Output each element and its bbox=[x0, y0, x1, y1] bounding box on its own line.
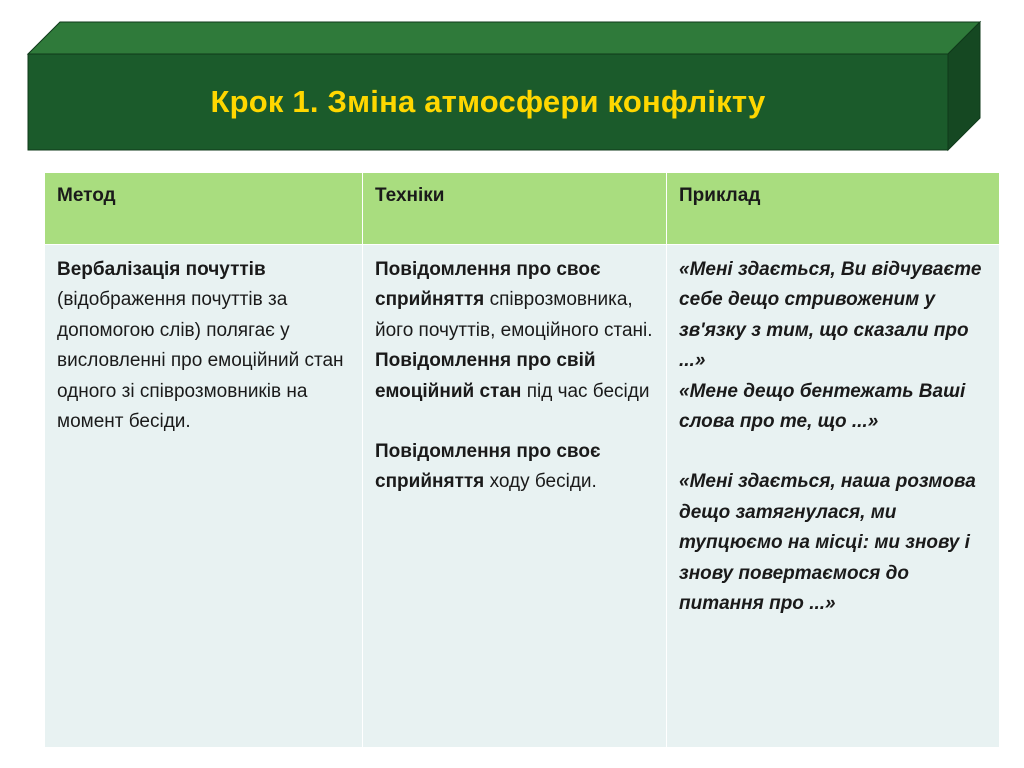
header-techniques: Техніки bbox=[363, 173, 667, 245]
header-method: Метод bbox=[45, 173, 363, 245]
table-header-row bbox=[45, 173, 1000, 245]
technique-text: співрозмовника, його почуттів, емоційного стані. bbox=[375, 289, 653, 341]
conflict-method-table bbox=[44, 172, 1000, 748]
technique-title: Повідомлення про своє сприйняття bbox=[375, 440, 601, 493]
page-title: Крок 1. Зміна атмосфери конфлікту bbox=[210, 84, 766, 119]
technique-title: Повідомлення про свій емоційний стан bbox=[375, 350, 596, 402]
example-quote: «Мені здається, наша розмова дещо затягнулася, ми тупцюємо на місці: ми знову і знову повертаємося до питання про ...» bbox=[679, 471, 976, 614]
cell-method bbox=[45, 245, 363, 748]
header-example: Приклад bbox=[667, 173, 1000, 245]
technique-text: ходу бесіди. bbox=[489, 471, 597, 493]
cell-examples bbox=[667, 245, 1000, 748]
example-quote: «Мене дещо бентежать Ваші слова про те, що ...» bbox=[679, 380, 966, 432]
technique-item bbox=[375, 255, 654, 346]
title-banner bbox=[0, 0, 1024, 160]
technique-title: Повідомлення про своє сприйняття bbox=[375, 259, 601, 311]
method-name: Вербалізація почуттів bbox=[57, 259, 266, 280]
method-description: (відображення почуттів за допомогою слів) полягає у висловленні про емоційний стан одного зі співрозмовників на момент бесіди. bbox=[57, 289, 344, 432]
example-quote: «Мені здається, Ви відчуваєте себе дещо стривоженим у зв'язку з тим, що сказали про ...» bbox=[679, 259, 982, 372]
technique-item bbox=[375, 437, 654, 498]
table-row bbox=[45, 245, 1000, 748]
technique-text: під час бесіди bbox=[526, 380, 650, 402]
cell-techniques bbox=[363, 245, 667, 748]
technique-item bbox=[375, 346, 654, 407]
banner-top-face bbox=[28, 22, 980, 54]
